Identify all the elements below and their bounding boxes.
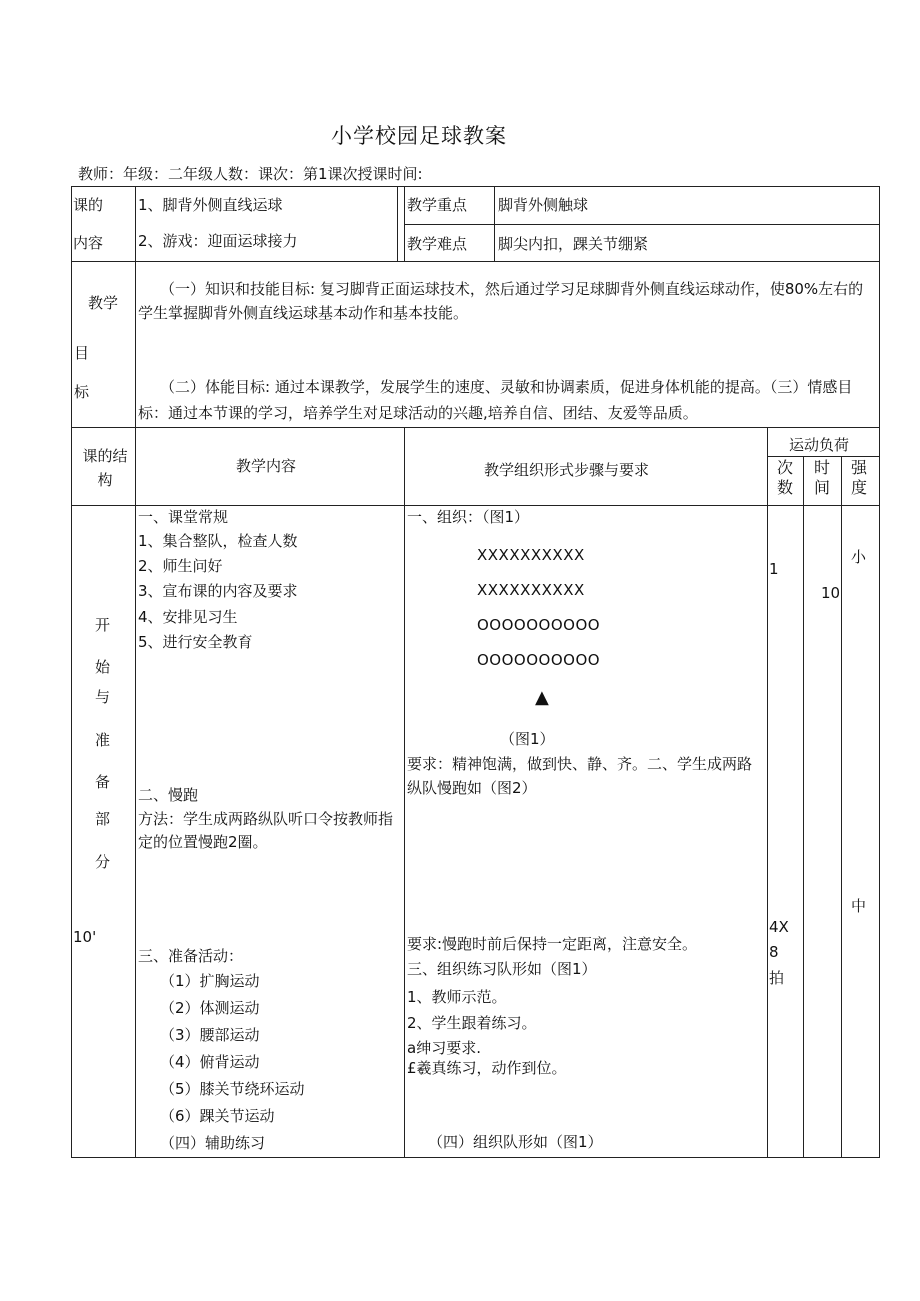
org-practice: 三、组织练习队形如（图1） (407, 960, 597, 978)
practice-step: 2、学生跟着练习。 (407, 1014, 537, 1032)
section-char: 始 (95, 658, 111, 676)
lesson-item-2: 2、游戏：迎面运球接力 (138, 232, 298, 250)
header-times: 次数 (776, 458, 793, 497)
practice-step: 1、教师示范。 (407, 988, 507, 1006)
section-char: 开 (95, 616, 111, 634)
load-times-2a: 4X (769, 918, 789, 936)
header-organization: 教学组织形式步骤与要求 (484, 461, 650, 479)
section-minutes: 10' (73, 928, 97, 946)
warmup-item: （1）扩胸运动 (160, 972, 260, 990)
routine-item: 1、集合整队，检查人数 (138, 532, 298, 550)
teacher-marker-icon: ▲ (535, 687, 549, 708)
section-char: 部 (95, 810, 111, 828)
header-structure: 课的结构 (82, 447, 128, 489)
header-content: 教学内容 (236, 457, 297, 475)
lesson-item-1: 1、脚背外侧直线运球 (138, 196, 283, 214)
warmup-item: （2）体测运动 (160, 999, 260, 1017)
section-char: 准 (95, 731, 111, 749)
goals-label-2: 目 (74, 344, 90, 362)
formation-row: OOOOOOOOOO (477, 616, 601, 634)
content-label-2: 内容 (73, 234, 104, 252)
section-char: 分 (95, 853, 111, 871)
goals-label-1: 教学 (88, 294, 119, 312)
difficulty-label: 教学难点 (407, 235, 468, 253)
practice-step: £羲真练习，动作到位。 (407, 1059, 567, 1077)
difficulty-value: 脚尖内扣，踝关节绷紧 (498, 235, 649, 253)
content-label-1: 课的 (73, 196, 104, 214)
formation-row: OOOOOOOOOO (477, 651, 601, 669)
routine-item: 2、师生问好 (138, 557, 223, 575)
org-auxiliary: （四）组织队形如（图1） (428, 1133, 603, 1151)
org-title: 一、组织：（图1） (407, 508, 530, 526)
routine-item: 5、进行安全教育 (138, 633, 253, 651)
info-line: 教师：年级：二年级人数：课次：第1课次授课时间: (78, 165, 423, 183)
header-intensity: 强度 (850, 458, 867, 497)
warmup-item: （5）膝关节绕环运动 (160, 1080, 305, 1098)
load-times-2b: 8 (769, 943, 779, 961)
formation-row: XXXXXXXXXX (477, 581, 585, 599)
header-duration: 时间 (813, 458, 830, 497)
load-intensity-1: 小 (851, 548, 867, 566)
routine-item: 4、安排见习生 (138, 608, 238, 626)
goal-fitness-emotion: （二）体能目标: 通过本课教学，发展学生的速度、灵敏和协调素质，促进身体机能的提高。（三）情感目标：通过本节课的学习，培养学生对足球活动的兴趣,培养自信、团结、友爱等品质。 (138, 378, 853, 422)
warmup-item: （3）腰部运动 (160, 1026, 260, 1044)
goals-label-3: 标 (74, 383, 90, 401)
jog-title: 二、慢跑 (138, 786, 199, 804)
page-title: 小学校园足球教案 (331, 124, 507, 148)
warmup-item: （4）俯背运动 (160, 1053, 260, 1071)
warmup-title: 三、准备活动： (138, 947, 244, 965)
key-point-value: 脚背外侧触球 (498, 196, 589, 214)
load-intensity-2: 中 (851, 897, 867, 915)
header-load: 运动负荷 (789, 436, 850, 454)
routine-item: 3、宣布课的内容及要求 (138, 582, 298, 600)
warmup-item: （6）踝关节运动 (160, 1107, 275, 1125)
warmup-item: （四）辅助练习 (160, 1134, 266, 1152)
jog-method: 方法：学生成两路纵队听口令按教师指定的位置慢跑2圈。 (138, 810, 394, 851)
practice-step: a绅习要求. (407, 1039, 481, 1057)
figure-caption: （图1） (500, 730, 555, 748)
load-times-2c: 拍 (769, 969, 785, 987)
section-char: 与 (95, 688, 111, 706)
goal-knowledge: （一）知识和技能目标: 复习脚背正面运球技术，然后通过学习足球脚背外侧直线运球动作，使80%左右的学生掌握脚背外侧直线运球基本动作和基本技能。 (138, 280, 864, 322)
requirement-1: 要求：精神饱满，做到快、静、齐。二、学生成两路纵队慢跑如（图2） (407, 755, 753, 797)
section-char: 备 (95, 773, 111, 791)
key-point-label: 教学重点 (407, 196, 468, 214)
requirement-2: 要求:慢跑时前后保持一定距离，注意安全。 (407, 935, 698, 953)
routine-title: 一、课堂常规 (138, 508, 229, 526)
load-times-1: 1 (769, 560, 779, 578)
formation-row: XXXXXXXXXX (477, 546, 585, 564)
load-duration-1: 10 (821, 584, 841, 602)
